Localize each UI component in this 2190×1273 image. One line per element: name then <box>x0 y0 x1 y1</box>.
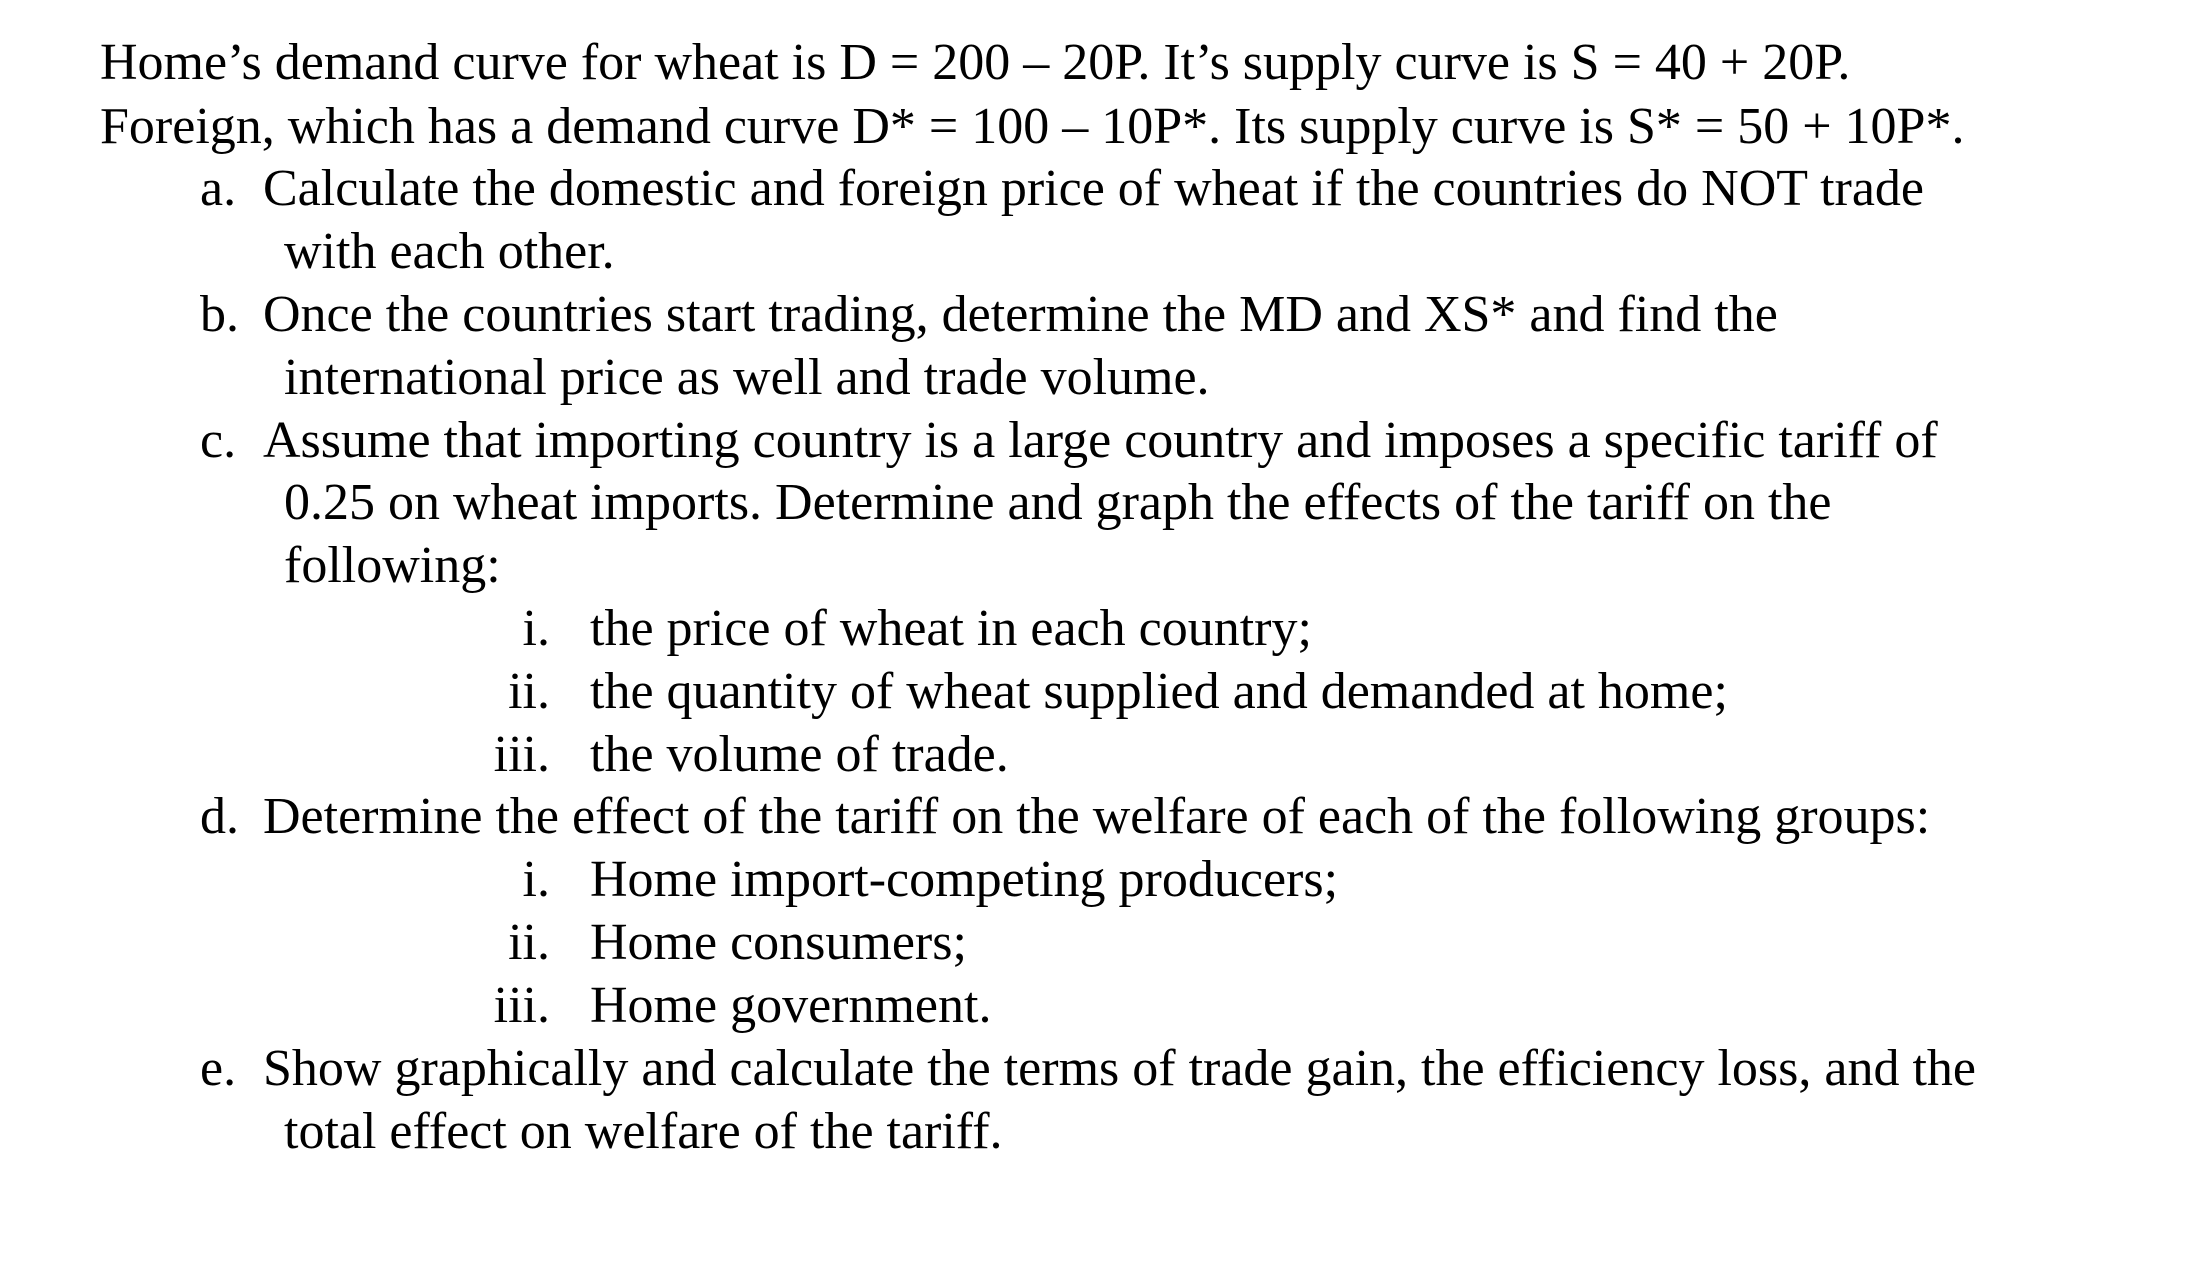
item-b-line-2: international price as well and trade volume. <box>284 349 1210 406</box>
sub-marker: iii. <box>493 977 550 1034</box>
item-c-sub-2-text: the quantity of wheat supplied and demanded at home; <box>590 663 1728 720</box>
item-c-line-3: following: <box>284 537 501 594</box>
item-e-line-2: total effect on welfare of the tariff. <box>284 1103 1003 1160</box>
sub-marker: i. <box>522 600 550 657</box>
item-c-marker: c. <box>200 412 237 469</box>
sub-marker: ii. <box>508 914 550 971</box>
item-d-sub-2-marker <box>470 912 550 974</box>
item-a-marker: a. <box>200 160 237 217</box>
item-c-line-1: Assume that importing country is a large country and imposes a specific tariff of <box>263 412 1938 469</box>
item-d-marker: d. <box>200 788 239 845</box>
sub-marker: iii. <box>493 726 550 783</box>
item-a-line-1: Calculate the domestic and foreign price of wheat if the countries do NOT trade <box>263 160 1925 217</box>
item-c-sub-1-marker <box>470 598 550 660</box>
item-c-sub-2-marker <box>470 661 550 723</box>
item-d-line-1: Determine the effect of the tariff on the welfare of each of the following groups: <box>263 788 1931 845</box>
sub-marker: i. <box>522 851 550 908</box>
item-d-sub-3-marker <box>470 975 550 1037</box>
item-d-sub-1-marker <box>470 849 550 911</box>
item-a-line-2: with each other. <box>284 223 615 280</box>
intro-line-2: Foreign, which has a demand curve D* = 100 – 10P*. Its supply curve is S* = 50 + 10P*. <box>100 98 1965 155</box>
item-d-sub-1-text: Home import-competing producers; <box>590 851 1339 908</box>
item-c-sub-3-marker <box>470 724 550 786</box>
item-e-line-1: Show graphically and calculate the terms of trade gain, the efficiency loss, and the <box>263 1040 1976 1097</box>
sub-marker: ii. <box>508 663 550 720</box>
intro-line-1: Home’s demand curve for wheat is D = 200 – 20P. It’s supply curve is S = 40 + 20P. <box>100 34 1851 91</box>
item-d-sub-2-text: Home consumers; <box>590 914 967 971</box>
item-b-marker: b. <box>200 286 239 343</box>
item-c-line-2: 0.25 on wheat imports. Determine and graph the effects of the tariff on the <box>284 474 1832 531</box>
item-c-sub-3-text: the volume of trade. <box>590 726 1009 783</box>
item-d-sub-3-text: Home government. <box>590 977 992 1034</box>
item-c-sub-1-text: the price of wheat in each country; <box>590 600 1312 657</box>
item-b-line-1: Once the countries start trading, determine the MD and XS* and find the <box>263 286 1778 343</box>
item-e-marker: e. <box>200 1040 237 1097</box>
